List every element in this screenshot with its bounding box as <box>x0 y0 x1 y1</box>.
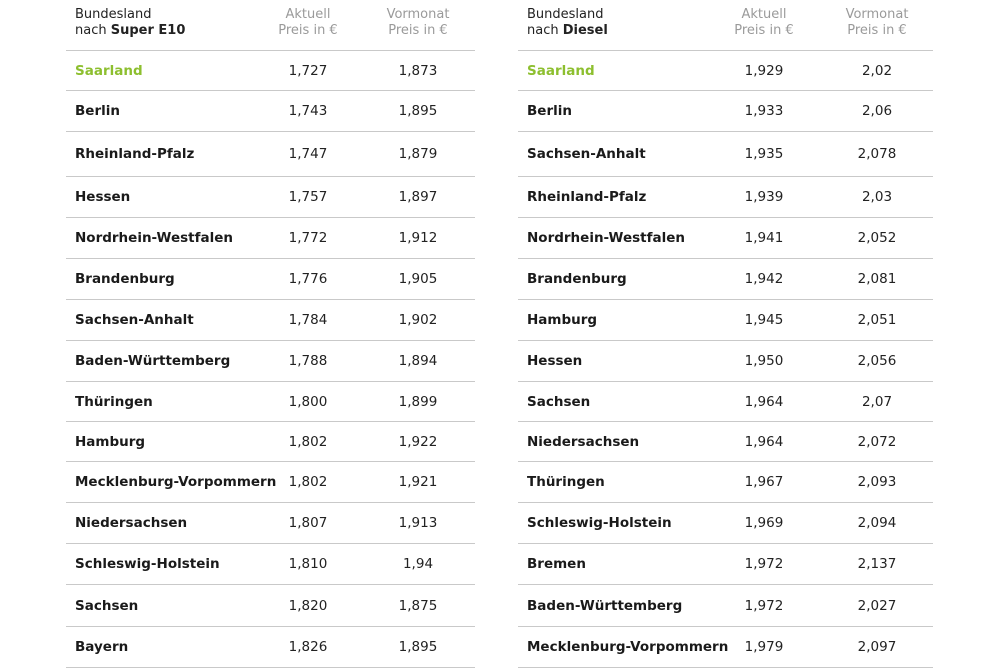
header-line: Preis in € <box>734 23 794 38</box>
header-line: Aktuell <box>285 7 331 22</box>
current-price: 1,800 <box>288 393 328 410</box>
table-row <box>66 585 475 627</box>
state-name: Berlin <box>527 103 572 119</box>
table-row <box>66 300 475 341</box>
table-row <box>518 218 933 259</box>
previous-month-price: 2,051 <box>857 312 897 328</box>
current-price: 1,784 <box>288 312 328 328</box>
current-price: 1,967 <box>744 474 784 490</box>
previous-month-price: 2,027 <box>857 597 897 614</box>
state-name: Baden-Württemberg <box>75 353 231 369</box>
state-name: Mecklenburg-Vorpommern <box>527 639 729 655</box>
column-header-previous <box>368 7 468 39</box>
table-row <box>518 585 933 627</box>
table-row <box>518 544 933 585</box>
state-name: Schleswig-Holstein <box>75 556 220 572</box>
current-price: 1,807 <box>288 515 328 531</box>
state-name: Baden-Württemberg <box>527 597 683 614</box>
previous-month-price: 1,912 <box>398 230 438 246</box>
table-row <box>518 259 933 300</box>
table-row <box>66 627 475 668</box>
table-row <box>66 132 475 177</box>
current-price: 1,972 <box>744 597 784 614</box>
previous-month-price: 1,921 <box>398 474 438 490</box>
current-price: 1,776 <box>288 271 328 287</box>
state-name: Saarland <box>75 62 143 79</box>
previous-month-price: 1,913 <box>398 515 438 531</box>
fuel-type-label: Super E10 <box>110 23 186 38</box>
fuel-type-label: Diesel <box>562 23 608 38</box>
table-row <box>66 382 475 422</box>
state-name: Brandenburg <box>75 271 175 287</box>
table-row <box>518 341 933 382</box>
state-name: Sachsen-Anhalt <box>75 312 194 328</box>
current-price: 1,969 <box>744 515 784 531</box>
state-name: Niedersachsen <box>527 433 640 450</box>
table-row <box>518 177 933 218</box>
state-name: Hamburg <box>75 433 146 450</box>
previous-month-price: 1,894 <box>398 353 438 369</box>
previous-month-price: 2,094 <box>857 515 897 531</box>
current-price: 1,964 <box>744 393 784 410</box>
table-row <box>66 462 475 503</box>
header-line <box>75 23 185 39</box>
previous-month-price: 1,879 <box>398 146 438 162</box>
state-name: Bremen <box>527 556 586 572</box>
previous-month-price: 1,875 <box>398 597 438 614</box>
header-line: Preis in € <box>847 23 907 38</box>
header-line: Aktuell <box>741 7 787 22</box>
current-price: 1,820 <box>288 597 328 614</box>
current-price: 1,933 <box>744 103 784 119</box>
column-header-state <box>75 7 185 39</box>
header-line: Vormonat <box>845 7 909 22</box>
previous-month-price: 2,07 <box>861 393 893 410</box>
previous-month-price: 2,052 <box>857 230 897 246</box>
header-prefix: nach <box>527 23 563 38</box>
state-name: Niedersachsen <box>75 515 188 531</box>
previous-month-price: 2,072 <box>857 433 897 450</box>
table-row <box>66 544 475 585</box>
table-header <box>518 0 933 51</box>
table-row <box>66 259 475 300</box>
previous-month-price: 2,137 <box>857 556 897 572</box>
table-row <box>518 132 933 177</box>
state-name: Rheinland-Pfalz <box>75 146 195 162</box>
current-price: 1,802 <box>288 474 328 490</box>
column-header-current <box>258 7 358 39</box>
previous-month-price: 2,06 <box>861 103 893 119</box>
header-line: Vormonat <box>386 7 450 22</box>
previous-month-price: 2,093 <box>857 474 897 490</box>
state-name: Sachsen <box>75 597 139 614</box>
current-price: 1,939 <box>744 189 784 205</box>
current-price: 1,979 <box>744 639 784 655</box>
state-name: Nordrhein-Westfalen <box>75 230 233 246</box>
previous-month-price: 2,081 <box>857 271 897 287</box>
current-price: 1,945 <box>744 312 784 328</box>
table-row <box>518 51 933 91</box>
current-price: 1,935 <box>744 146 784 162</box>
previous-month-price: 1,873 <box>398 62 438 79</box>
column-header-state <box>527 7 608 39</box>
current-price: 1,802 <box>288 433 328 450</box>
table-row <box>66 91 475 132</box>
previous-month-price: 1,895 <box>398 639 438 655</box>
super-e10-table <box>66 0 475 668</box>
header-line: Bundesland <box>75 7 152 22</box>
table-row <box>518 503 933 544</box>
table-row <box>518 91 933 132</box>
state-name: Berlin <box>75 103 120 119</box>
table-row <box>66 341 475 382</box>
state-name: Sachsen <box>527 393 591 410</box>
current-price: 1,747 <box>288 146 328 162</box>
table-row <box>66 177 475 218</box>
previous-month-price: 2,056 <box>857 353 897 369</box>
header-line: Preis in € <box>388 23 448 38</box>
current-price: 1,942 <box>744 271 784 287</box>
current-price: 1,941 <box>744 230 784 246</box>
table-row <box>518 382 933 422</box>
diesel-table <box>518 0 933 668</box>
current-price: 1,788 <box>288 353 328 369</box>
current-price: 1,964 <box>744 433 784 450</box>
state-name: Brandenburg <box>527 271 627 287</box>
table-row <box>66 503 475 544</box>
table-body <box>66 51 475 668</box>
previous-month-price: 1,899 <box>398 393 438 410</box>
table-row <box>66 422 475 462</box>
column-header-previous <box>827 7 927 39</box>
current-price: 1,950 <box>744 353 784 369</box>
table-row <box>518 300 933 341</box>
previous-month-price: 1,895 <box>398 103 438 119</box>
state-name: Bayern <box>75 639 129 655</box>
state-name: Mecklenburg-Vorpommern <box>75 474 277 490</box>
state-name: Hamburg <box>527 312 598 328</box>
state-name: Schleswig-Holstein <box>527 515 672 531</box>
previous-month-price: 1,922 <box>398 433 438 450</box>
state-name: Hessen <box>75 189 131 205</box>
table-row <box>518 627 933 668</box>
previous-month-price: 2,02 <box>861 62 893 79</box>
table-header <box>66 0 475 51</box>
state-name: Sachsen-Anhalt <box>527 146 646 162</box>
state-name: Rheinland-Pfalz <box>527 189 647 205</box>
state-name: Thüringen <box>75 393 153 410</box>
current-price: 1,972 <box>744 556 784 572</box>
previous-month-price: 2,03 <box>861 189 893 205</box>
column-header-current <box>714 7 814 39</box>
state-name: Thüringen <box>527 474 605 490</box>
previous-month-price: 2,097 <box>857 639 897 655</box>
previous-month-price: 2,078 <box>857 146 897 162</box>
header-line: Preis in € <box>278 23 338 38</box>
previous-month-price: 1,905 <box>398 271 438 287</box>
previous-month-price: 1,897 <box>398 189 438 205</box>
current-price: 1,757 <box>288 189 328 205</box>
table-row <box>66 51 475 91</box>
previous-month-price: 1,94 <box>402 556 434 572</box>
current-price: 1,929 <box>744 62 784 79</box>
current-price: 1,743 <box>288 103 328 119</box>
state-name: Saarland <box>527 62 595 79</box>
current-price: 1,772 <box>288 230 328 246</box>
header-line <box>527 23 608 39</box>
table-body <box>518 51 933 668</box>
header-prefix: nach <box>75 23 111 38</box>
current-price: 1,826 <box>288 639 328 655</box>
table-row <box>66 218 475 259</box>
state-name: Hessen <box>527 353 583 369</box>
table-row <box>518 462 933 503</box>
header-line: Bundesland <box>527 7 604 22</box>
previous-month-price: 1,902 <box>398 312 438 328</box>
current-price: 1,810 <box>288 556 328 572</box>
table-row <box>518 422 933 462</box>
current-price: 1,727 <box>288 62 328 79</box>
state-name: Nordrhein-Westfalen <box>527 230 685 246</box>
